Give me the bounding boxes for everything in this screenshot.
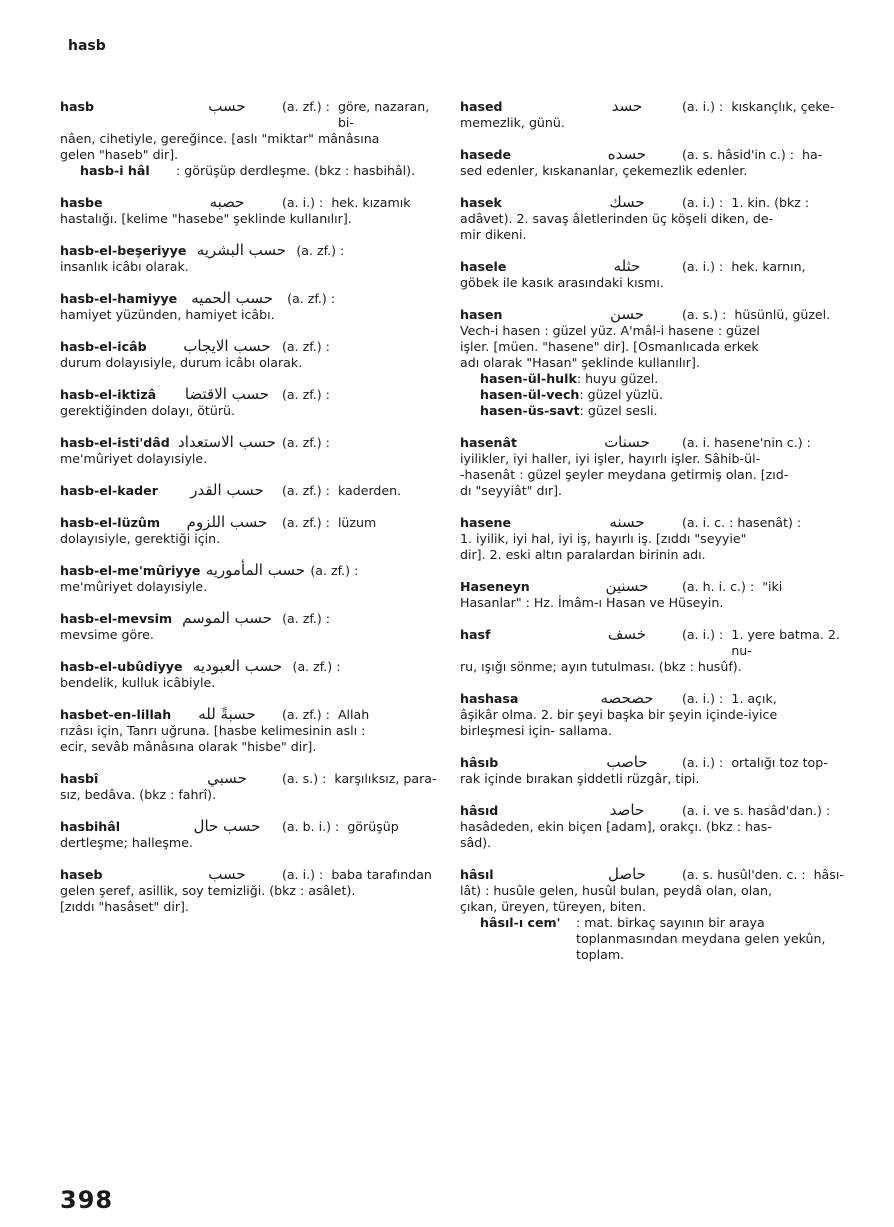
arabic-script: حسبي — [207, 769, 247, 787]
headword: hasf — [460, 627, 491, 642]
definition-body — [460, 531, 840, 563]
entry-headline — [460, 690, 840, 707]
definition-start: 1. açık, — [731, 691, 777, 706]
headword: hasen — [460, 307, 503, 322]
dictionary-entry — [460, 802, 840, 851]
definition-start: ortalığı toz top- — [731, 755, 828, 770]
sub-definition: : güzel sesli. — [579, 403, 658, 418]
definition-body — [460, 659, 840, 675]
grammar-tag: (a. i. c. : hasenât) : — [682, 515, 802, 530]
definition-line: sed edenler, kıskananlar, çekemezlik edenler. — [460, 163, 748, 178]
definition-line: sâd). — [460, 835, 492, 850]
definition-body — [460, 883, 840, 915]
arabic-script: حسب المأموريه — [205, 561, 306, 579]
sub-headword: hasen-ül-hulk — [480, 371, 577, 386]
headword: hasb-el-me'mûriyye — [60, 563, 201, 578]
entry-headline — [460, 434, 840, 451]
headword: haseb — [60, 867, 103, 882]
dictionary-entry — [60, 866, 438, 915]
definition-start: Allah — [337, 707, 370, 722]
headword: hâsıb — [460, 755, 499, 770]
definition-start: karşılıksız, para- — [334, 771, 437, 786]
grammar-tag: (a. i.) : — [682, 755, 724, 770]
sub-definition: : huyu güzel. — [576, 371, 659, 386]
arabic-script: حسده — [607, 145, 647, 163]
definition-line: ecir, sevâb mânâsına olarak "hisbe" dir]. — [60, 739, 317, 754]
headword: hasb-el-kader — [60, 483, 158, 498]
headword: Haseneyn — [460, 579, 530, 594]
arabic-script: حاصد — [609, 801, 645, 819]
sub-entry — [60, 163, 438, 179]
grammar-tag: (a. h. i. c.) : — [682, 579, 755, 594]
headword: hasb-el-lüzûm — [60, 515, 160, 530]
headword: hasb-el-mevsim — [60, 611, 173, 626]
dictionary-entry — [60, 770, 438, 803]
dictionary-entry — [460, 690, 840, 739]
headword: hasb-el-beşeriyye — [60, 243, 187, 258]
definition-body — [60, 787, 438, 803]
definition-body — [60, 883, 438, 915]
definition-body — [460, 819, 840, 851]
headword: hasene — [460, 515, 512, 530]
definition-start: lüzum — [337, 515, 377, 530]
entry-headline — [60, 770, 438, 787]
grammar-tag: (a. s. husûl'den. c. : — [682, 867, 806, 882]
entry-headline — [60, 242, 438, 259]
headword: hasbe — [60, 195, 103, 210]
grammar-tag: (a. zf.) : — [282, 707, 330, 722]
definition-start: "iki — [762, 579, 783, 594]
entry-headline — [60, 194, 438, 211]
arabic-script: حسب البشريه — [196, 241, 287, 259]
definition-start: kaderden. — [337, 483, 402, 498]
definition-start: 1. yere batma. 2. nu- — [731, 627, 840, 658]
grammar-tag: (a. i.) : — [282, 195, 324, 210]
definition-line: hastalığı. [kelime "hasebe" şeklinde kullanılır]. — [60, 211, 352, 226]
arabic-script: حاصب — [606, 753, 648, 771]
sub-definition: : görüşüp derdleşme. (bkz : hasbihâl). — [176, 163, 416, 178]
arabic-script: حسب — [208, 865, 246, 883]
sub-headword: hâsıl-ı cem' — [480, 915, 561, 930]
page-number: 398 — [60, 1186, 114, 1214]
entry-headline — [60, 434, 438, 451]
entry-headline — [60, 706, 438, 723]
dictionary-entry — [460, 626, 840, 675]
grammar-tag: (a. s. hâsid'in c.) : — [682, 147, 794, 162]
definition-body — [60, 835, 438, 851]
entry-headline — [60, 658, 438, 675]
definition-line: mir dikeni. — [460, 227, 527, 242]
definition-start: ha- — [802, 147, 823, 162]
definition-body — [60, 355, 438, 371]
entry-headline — [60, 98, 438, 131]
dictionary-entry — [460, 578, 840, 611]
dictionary-entry — [60, 290, 438, 323]
headword: hasbihâl — [60, 819, 121, 834]
headword: hâsıd — [460, 803, 499, 818]
definition-body — [60, 403, 438, 419]
definition-body — [460, 163, 840, 179]
arabic-script: حسن — [609, 305, 645, 323]
definition-body — [460, 211, 840, 243]
definition-line: iyilikler, iyi haller, iyi işler, hayırlı işler. Sâhib-ül- — [460, 451, 761, 466]
definition-line: çıkan, üreyen, türeyen, biten. — [460, 899, 646, 914]
headword: hasede — [460, 147, 512, 162]
grammar-tag: (a. s.) : — [682, 307, 727, 322]
arabic-script: حسب الموسم — [182, 609, 273, 627]
entry-headline — [460, 514, 840, 531]
headword: hasb — [60, 99, 94, 114]
arabic-script: حسب اللزوم — [186, 513, 268, 531]
entry-headline — [460, 98, 840, 115]
definition-line: adı olarak "Hasan" şeklinde kullanılır]. — [460, 355, 700, 370]
grammar-tag: (a. i.) : — [682, 195, 724, 210]
left-column — [60, 98, 438, 930]
arabic-script: خسف — [607, 625, 647, 643]
dictionary-entry — [460, 98, 840, 131]
grammar-tag: (a. i.) : — [682, 99, 724, 114]
arabic-script: حسب — [208, 97, 246, 115]
entry-headline — [60, 338, 438, 355]
grammar-tag: (a. i.) : — [282, 867, 324, 882]
dictionary-entry — [460, 865, 844, 963]
definition-line: gelen "haseb" dir]. — [60, 147, 179, 162]
grammar-tag: (a. zf.) : — [282, 339, 330, 354]
headword: hâsıl — [460, 867, 494, 882]
grammar-tag: (a. zf.) : — [282, 483, 330, 498]
running-header: hasb — [68, 38, 106, 54]
definition-line: adâvet). 2. savaş âletlerinden üç köşeli diken, de- — [460, 211, 774, 226]
entry-headline — [460, 802, 840, 819]
entry-headline — [460, 258, 840, 275]
headword: hased — [460, 99, 503, 114]
arabic-script: حسنه — [609, 513, 645, 531]
sub-definition: : güzel yüzlü. — [579, 387, 664, 402]
definition-line: me'mûriyet dolayısiyle. — [60, 451, 208, 466]
definition-line: hamiyet yüzünden, hamiyet icâbı. — [60, 307, 275, 322]
grammar-tag: (a. i.) : — [682, 259, 724, 274]
grammar-tag: (a. zf.) : — [282, 387, 330, 402]
dictionary-entry — [60, 610, 438, 643]
dictionary-entry — [460, 306, 840, 419]
arabic-script: حسب الايجاب — [183, 337, 271, 355]
arabic-script: حسب القدر — [190, 481, 264, 499]
definition-body — [60, 531, 438, 547]
sub-headword: hasen-üs-savt — [480, 403, 580, 418]
definition-line: dertleşme; halleşme. — [60, 835, 193, 850]
entry-headline — [60, 866, 438, 883]
entry-headline — [460, 865, 844, 883]
grammar-tag: (a. b. i.) : — [282, 819, 340, 834]
dictionary-entry — [60, 434, 438, 467]
definition-line: Vech-i hasen : güzel yüz. A'mâl-i hasene : güzel — [460, 323, 760, 338]
sub-definition: : mat. birkaç sayının bir araya toplanmasından meydana gelen yekûn, toplam. — [576, 915, 826, 962]
headword: hasb-el-hamiyye — [60, 291, 178, 306]
definition-body — [60, 259, 438, 275]
definition-body — [460, 115, 840, 131]
definition-line: me'mûriyet dolayısiyle. — [60, 579, 208, 594]
dictionary-entry — [60, 562, 438, 595]
dictionary-entry — [60, 706, 438, 755]
grammar-tag: (a. zf.) : — [310, 563, 359, 578]
dictionary-entry — [60, 194, 438, 227]
grammar-tag: (a. i.) : — [682, 627, 724, 642]
dictionary-entry — [60, 658, 438, 691]
definition-line: -hasenât : güzel şeyler meydana getirmiş olan. [zıd- — [460, 467, 789, 482]
dictionary-entry — [60, 482, 438, 499]
grammar-tag: (a. zf.) : — [296, 243, 345, 258]
entry-headline — [60, 818, 438, 835]
headword: hasbet-en-lillah — [60, 707, 172, 722]
headword: hasbî — [60, 771, 99, 786]
definition-start: hüsünlü, güzel. — [734, 307, 831, 322]
dictionary-entry — [60, 98, 438, 179]
dictionary-entry — [60, 242, 438, 275]
definition-body — [460, 323, 840, 371]
definition-line: mevsime göre. — [60, 627, 154, 642]
arabic-script: حصبه — [209, 193, 245, 211]
arabic-script: حسك — [609, 193, 645, 211]
definition-line: hasâdeden, ekin biçen [adam], orakçı. (bkz : has- — [460, 819, 772, 834]
headword: hashasa — [460, 691, 519, 706]
definition-line: [zıddı "hasâset" dir]. — [60, 899, 189, 914]
arabic-script: حسد — [611, 97, 643, 115]
arabic-script: حسب الحميه — [191, 289, 274, 307]
definition-line: rızâsı için, Tanrı uğruna. [hasbe kelimesinin aslı : — [60, 723, 366, 738]
entry-headline — [60, 482, 438, 499]
dictionary-entry — [60, 514, 438, 547]
arabic-script: حسب العبوديه — [192, 657, 283, 675]
dictionary-entry — [460, 754, 840, 787]
grammar-tag: (a. i. ve s. hasâd'dan.) : — [682, 803, 831, 818]
definition-line: göbek ile kasık arasındaki kısmı. — [460, 275, 664, 290]
definition-body — [460, 771, 840, 787]
arabic-script: حسنين — [605, 577, 649, 595]
arabic-script: حسب حال — [193, 817, 261, 835]
definition-line: birleşmesi için- sallama. — [460, 723, 612, 738]
definition-line: lât) : husûle gelen, husûl bulan, peydâ olan, olan, — [460, 883, 772, 898]
definition-body — [460, 595, 840, 611]
headword: hasb-el-isti'dâd — [60, 435, 170, 450]
entry-headline — [60, 290, 438, 307]
sub-entry — [460, 371, 840, 387]
headword: hasb-el-iktizâ — [60, 387, 157, 402]
arabic-script: حثله — [613, 257, 641, 275]
definition-line: insanlık icâbı olarak. — [60, 259, 189, 274]
definition-body — [460, 451, 840, 499]
dictionary-entry — [460, 146, 840, 179]
definition-line: bendelik, kulluk icâbiyle. — [60, 675, 216, 690]
definition-line: 1. iyilik, iyi hal, iyi iş, hayırlı iş. [zıddı "seyyie" — [460, 531, 747, 546]
entry-headline — [460, 626, 840, 659]
definition-line: âşikâr olma. 2. bir şeyi başka bir şeyin içinde-iyice — [460, 707, 778, 722]
entry-headline — [60, 386, 438, 403]
definition-line: gelen şeref, asillik, soy temizliği. (bkz : asâlet). — [60, 883, 356, 898]
sub-entry — [460, 403, 840, 419]
arabic-script: حصحصه — [600, 689, 654, 707]
entry-headline — [460, 146, 840, 163]
definition-body — [60, 211, 438, 227]
grammar-tag: (a. zf.) : — [287, 291, 336, 306]
grammar-tag: (a. zf.) : — [282, 515, 330, 530]
entry-headline — [460, 306, 840, 323]
definition-line: gerektiğinden dolayı, ötürü. — [60, 403, 235, 418]
entry-headline — [460, 578, 840, 595]
definition-line: sız, bedâva. (bkz : fahrî). — [60, 787, 217, 802]
definition-line: dir]. 2. eski altın paralardan birinin adı. — [460, 547, 706, 562]
definition-line: rak içinde bırakan şiddetli rüzgâr, tipi. — [460, 771, 700, 786]
definition-start: 1. kin. (bkz : — [731, 195, 810, 210]
definition-start: hek. kızamık — [331, 195, 411, 210]
headword: hasb-el-ubûdiyye — [60, 659, 183, 674]
definition-body — [460, 707, 840, 739]
definition-line: Hasanlar" : Hz. İmâm-ı Hasan ve Hüseyin. — [460, 595, 724, 610]
definition-line: durum dolayısiyle, durum icâbı olarak. — [60, 355, 303, 370]
definition-body — [60, 723, 438, 755]
grammar-tag: (a. s.) : — [282, 771, 327, 786]
headword: hasenât — [460, 435, 517, 450]
entry-headline — [60, 562, 438, 579]
sub-entry — [460, 387, 840, 403]
grammar-tag: (a. zf.) : — [282, 611, 331, 626]
definition-line: dı "seyyiât" dır]. — [460, 483, 563, 498]
dictionary-entry — [460, 434, 840, 499]
arabic-script: حاصل — [608, 865, 646, 883]
dictionary-entry — [460, 194, 840, 243]
arabic-script: حسبةً لله — [198, 705, 256, 723]
sub-headword: hasen-ül-vech — [480, 387, 580, 402]
definition-start: kıskançlık, çeke- — [731, 99, 835, 114]
definition-body — [60, 675, 438, 691]
dictionary-entry — [60, 818, 438, 851]
sub-entry — [460, 915, 840, 963]
grammar-tag: (a. zf.) : — [292, 659, 341, 674]
arabic-script: حسب الاستعداد — [178, 433, 276, 451]
definition-body — [60, 579, 438, 595]
dictionary-entry — [60, 338, 438, 371]
headword: hasb-el-icâb — [60, 339, 147, 354]
definition-body — [60, 627, 438, 643]
arabic-script: حسنات — [604, 433, 650, 451]
grammar-tag: (a. i.) : — [682, 691, 724, 706]
definition-body — [60, 131, 438, 163]
grammar-tag: (a. zf.) : — [282, 99, 330, 114]
definition-line: ru, ışığı sönme; ayın tutulması. (bkz : husûf). — [460, 659, 742, 674]
definition-body — [460, 275, 840, 291]
headword: hasele — [460, 259, 507, 274]
entry-headline — [460, 194, 840, 211]
arabic-script: حسب الاقتضا — [184, 385, 270, 403]
dictionary-entry — [60, 386, 438, 419]
definition-body — [60, 307, 438, 323]
entry-headline — [60, 514, 438, 531]
grammar-tag: (a. zf.) : — [282, 435, 330, 450]
definition-line: nâen, cihetiyle, gereğince. [aslı "miktar" mânâsına — [60, 131, 380, 146]
definition-start: hek. karnın, — [731, 259, 806, 274]
definition-line: dolayısiyle, gerektiği için. — [60, 531, 221, 546]
entry-headline — [60, 610, 438, 627]
headword: hasek — [460, 195, 502, 210]
definition-start: baba tarafından — [331, 867, 432, 882]
definition-line: işler. [müen. "hasene" dir]. [Osmanlıcada erkek — [460, 339, 759, 354]
dictionary-entry — [460, 258, 840, 291]
definition-line: memezlik, günü. — [460, 115, 565, 130]
entry-headline — [460, 754, 840, 771]
right-column — [460, 97, 844, 978]
definition-start: göre, nazaran, bi- — [337, 99, 430, 130]
definition-start: görüşüp — [347, 819, 399, 834]
definition-start: hâsı- — [813, 867, 844, 882]
dictionary-entry — [460, 514, 840, 563]
sub-headword: hasb-i hâl — [80, 163, 150, 178]
definition-body — [60, 451, 438, 467]
grammar-tag: (a. i. hasene'nin c.) : — [682, 435, 811, 450]
